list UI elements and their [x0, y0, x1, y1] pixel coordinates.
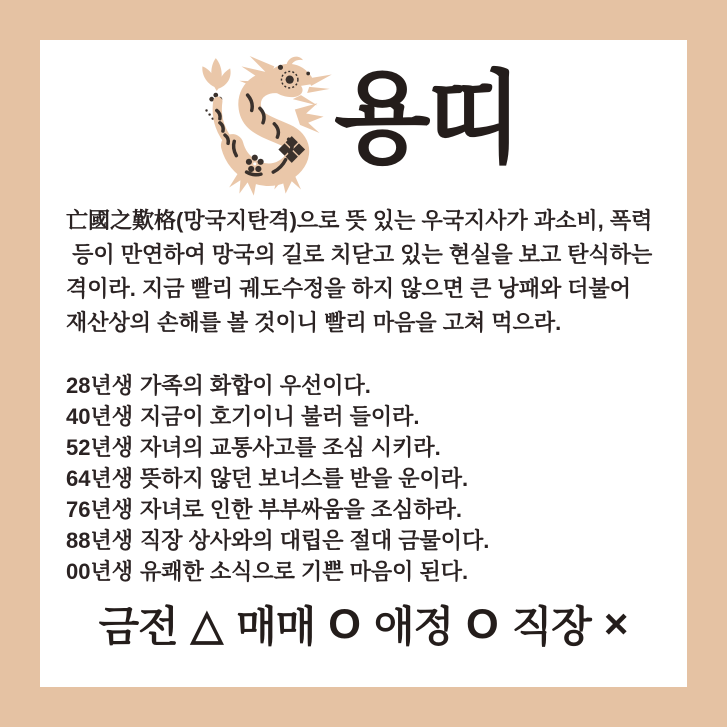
year-fortune-row [66, 401, 666, 432]
year-fortune-list [66, 370, 666, 587]
year-fortune-row [66, 370, 666, 401]
x-symbol: × [603, 600, 629, 647]
triangle-symbol: △ [190, 600, 224, 648]
summary-label: 금전 [98, 603, 178, 650]
fortune-card [40, 40, 687, 687]
year-fortune-row [66, 463, 666, 494]
year-fortune: 직장 상사와의 대립은 절대 금물이다. [139, 528, 490, 553]
fortune-line: 격이라. 지금 빨리 궤도수정을 하지 않으면 큰 낭패와 더불어 [66, 276, 632, 301]
year-fortune: 유쾌한 소식으로 기쁜 마음이 된다. [139, 559, 469, 584]
dragon-illustration [186, 54, 340, 208]
dragon-icon [186, 54, 340, 208]
year-fortune-row [66, 432, 666, 463]
year-fortune: 자녀로 인한 부부싸움을 조심하라. [139, 497, 462, 522]
year-fortune: 지금이 호기이니 불러 들이라. [139, 404, 420, 429]
fortune-line: 재산상의 손해를 볼 것이니 빨리 마음을 고쳐 먹으라. [66, 310, 562, 335]
year-fortune-row [66, 494, 666, 525]
summary-label: 매매 [236, 603, 316, 650]
year-fortune-row [66, 525, 666, 556]
year-label: 40년생 [66, 404, 133, 429]
year-fortune: 가족의 화합이 우선이다. [139, 373, 371, 398]
summary-line [40, 594, 687, 654]
year-label: 88년생 [66, 528, 133, 553]
year-fortune: 자녀의 교통사고를 조심 시키라. [139, 435, 441, 460]
fortune-line: 등이 만연하여 망국의 길로 치닫고 있는 현실을 보고 탄식하는 [66, 242, 653, 267]
year-label: 76년생 [66, 497, 133, 522]
fortune-line: 亡國之歎格(망국지탄격)으로 뜻 있는 우국지사가 과소비, 폭력 [66, 208, 653, 233]
year-label: 28년생 [66, 373, 133, 398]
year-label: 64년생 [66, 466, 133, 491]
year-label: 00년생 [66, 559, 133, 584]
year-fortune: 뜻하지 않던 보너스를 받을 운이라. [139, 466, 469, 491]
circle-symbol: O [466, 600, 499, 647]
fortune-text [66, 204, 666, 340]
year-fortune-row [66, 556, 666, 587]
year-label: 52년생 [66, 435, 133, 460]
page-title: 용띠 [334, 63, 520, 175]
circle-symbol: O [328, 600, 361, 647]
summary-label: 애정 [373, 603, 454, 650]
summary-label: 직장 [511, 603, 591, 650]
